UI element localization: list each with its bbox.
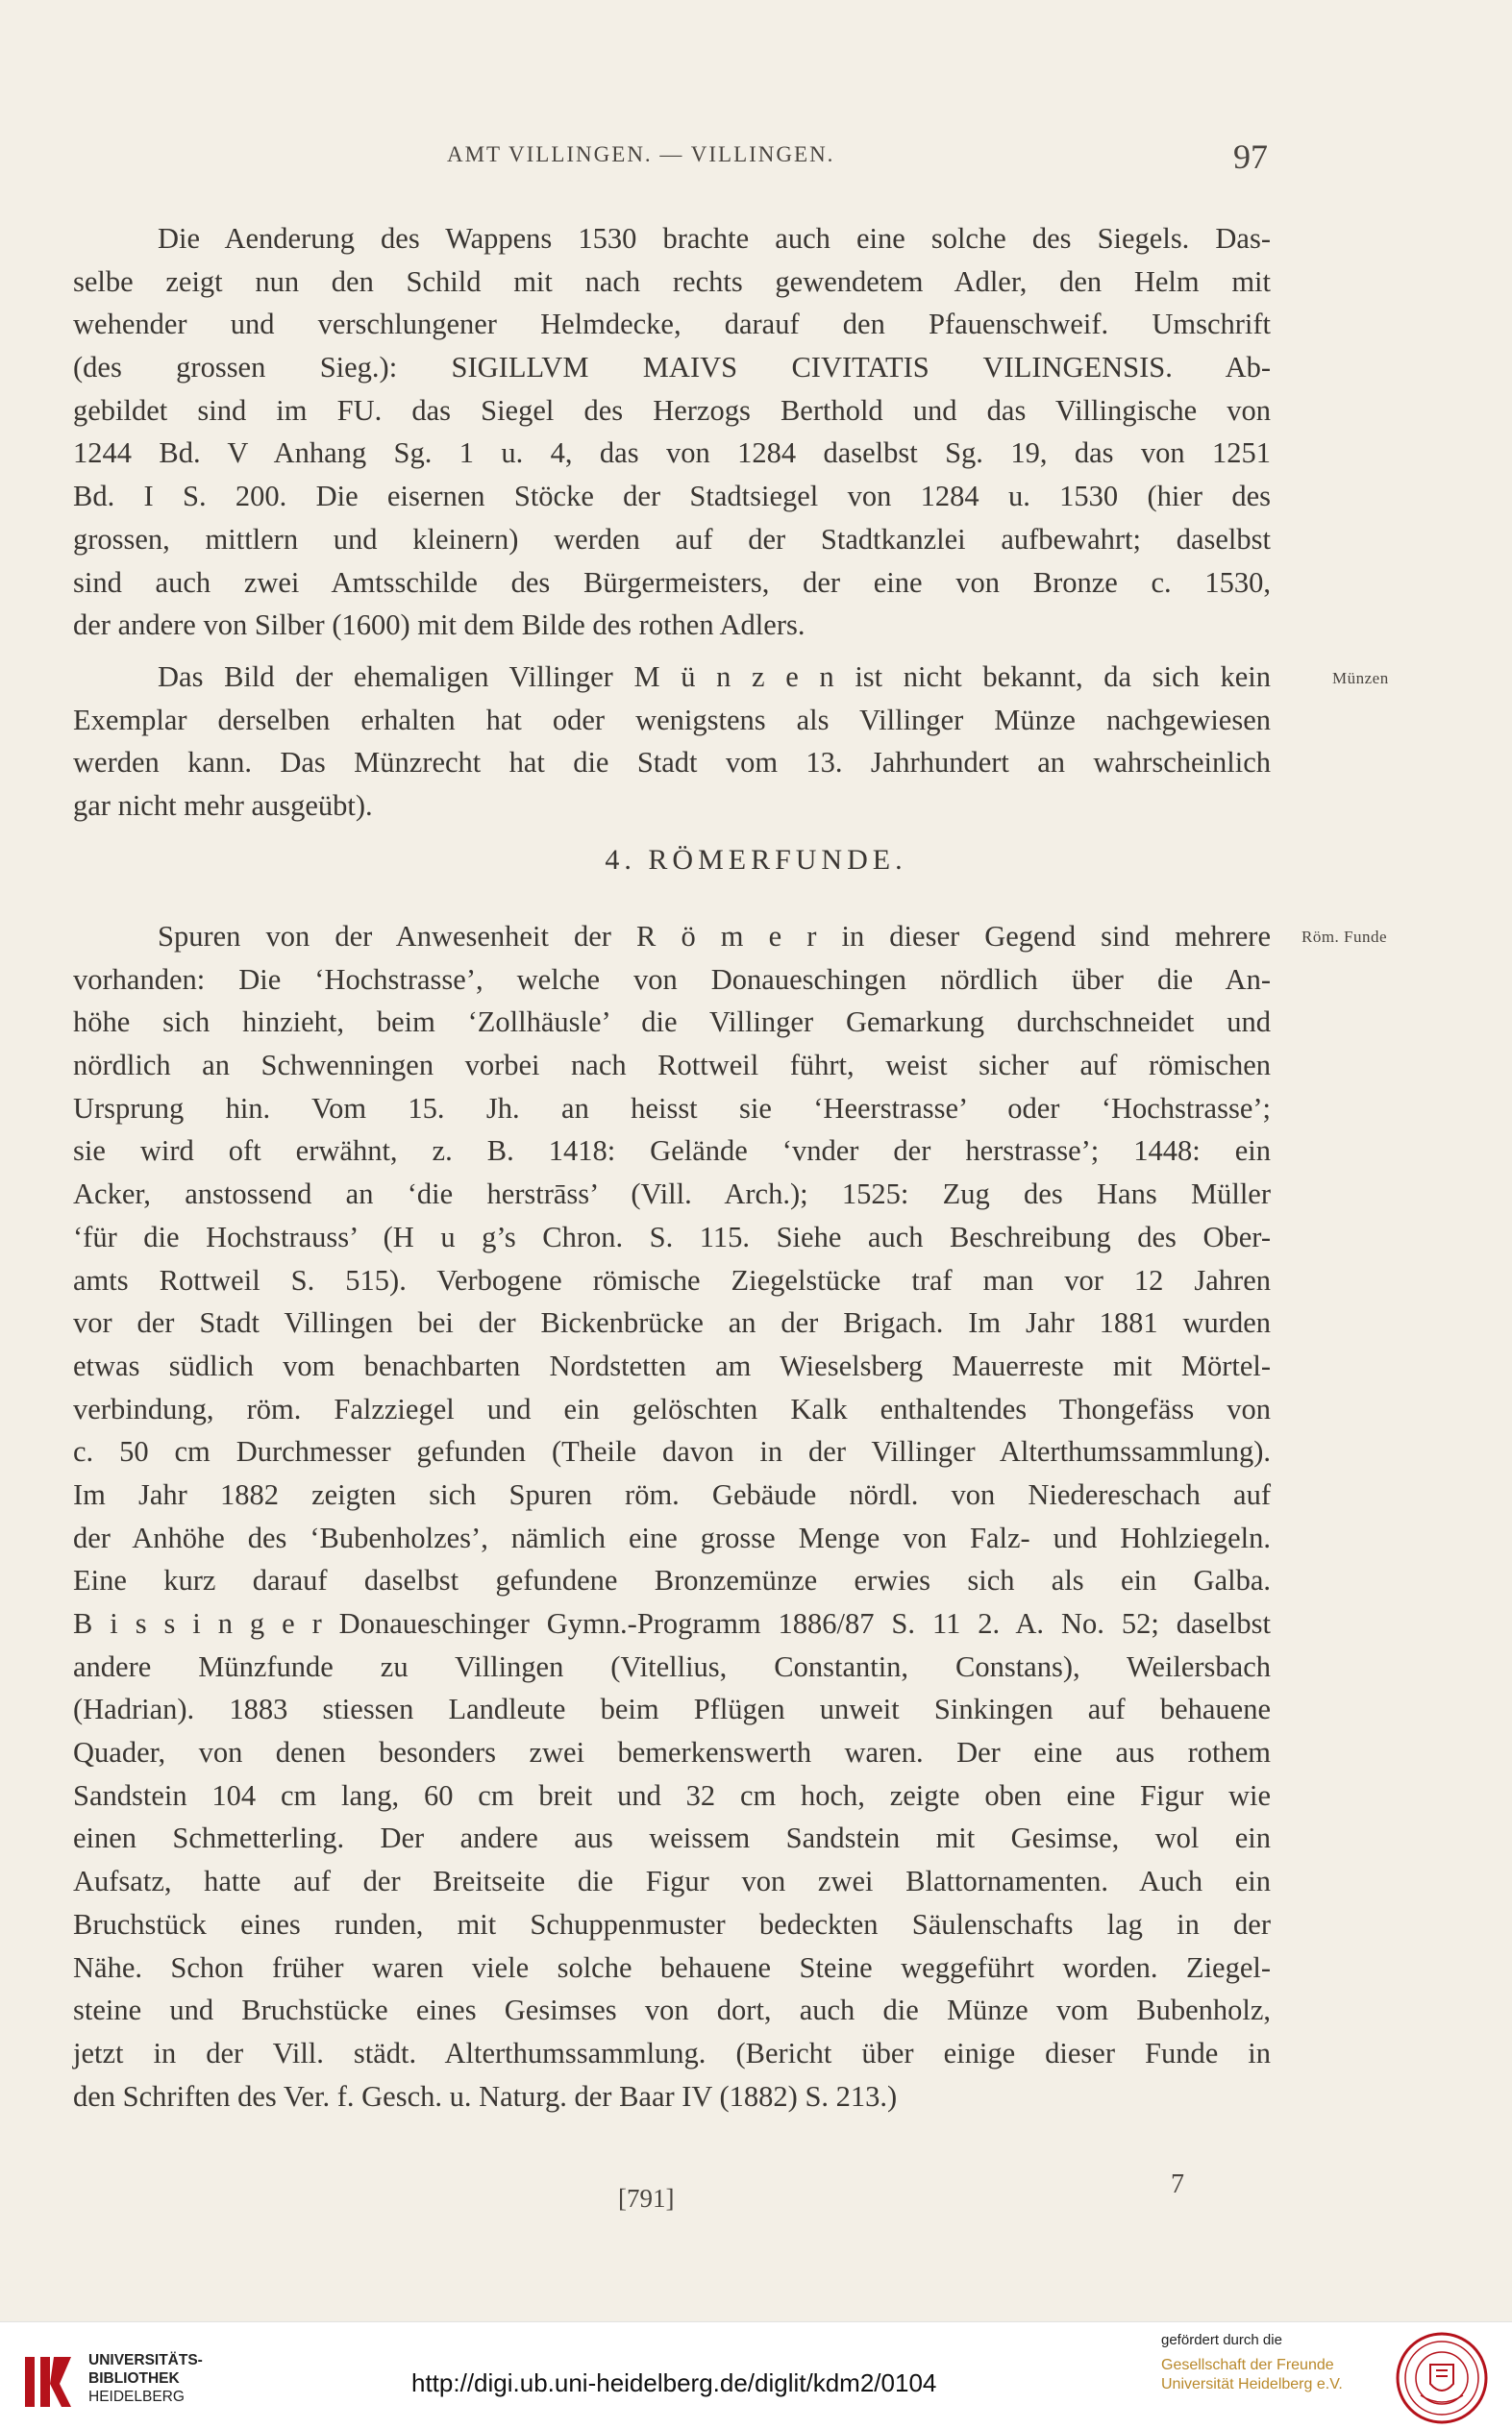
library-name-line: UNIVERSITÄTS- (88, 2352, 203, 2368)
text-line: Nähe. Schon früher waren viele solche behauene Steine weggeführt worden. Ziegel- (73, 1950, 1271, 1984)
text-line: 1244 Bd. V Anhang Sg. 1 u. 4, das von 1284 daselbst Sg. 19, das von 1251 (73, 436, 1271, 470)
sponsor-org-line: Universität Heidelberg e.V. (1161, 2376, 1343, 2392)
text-line: steine und Bruchstücke eines Gesimses von dort, auch die Münze vom Bubenholz, (73, 1994, 1271, 2027)
text-line: c. 50 cm Durchmesser gefunden (Theile davon in der Villinger Alterthumssammlung). (73, 1435, 1271, 1469)
text-line: Aufsatz, hatte auf der Breitseite die Figur von zwei Blattornamenten. Auch ein (73, 1865, 1271, 1898)
footer-bar (0, 2321, 1512, 2429)
paragraph-seal (73, 217, 1271, 647)
text-line: höhe sich hinzieht, beim ‘Zollhäusle’ die Villinger Gemarkung durchschneidet und (73, 1005, 1271, 1039)
text-line: B i s s i n g e r Donaueschinger Gymn.-Programm 1886/87 S. 11 2. A. No. 52; daselbst (73, 1607, 1271, 1640)
library-name-line: HEIDELBERG (88, 2389, 185, 2405)
text-line: andere Münzfunde zu Villingen (Vitellius, Constantin, Constans), Weilersbach (73, 1649, 1271, 1683)
text-line: amts Rottweil S. 515). Verbogene römische Ziegelstücke traf man vor 12 Jahren (73, 1263, 1271, 1297)
margin-note-roman-finds: Röm. Funde (1301, 928, 1388, 946)
text-line: Acker, anstossend an ‘die herstrāss’ (Vill. Arch.); 1525: Zug des Hans Müller (73, 1177, 1271, 1211)
text-line: Im Jahr 1882 zeigten sich Spuren röm. Gebäude nördl. von Niedereschach auf (73, 1477, 1271, 1511)
text-line: ‘für die Hochstrauss’ (H u g’s Chron. S. 115. Siehe auch Beschreibung des Ober- (73, 1220, 1271, 1253)
text-line: der andere von Silber (1600) mit dem Bilde des rothen Adlers. (73, 608, 806, 642)
text-line: einen Schmetterling. Der andere aus weissem Sandstein mit Gesimse, wol ein (73, 1822, 1271, 1855)
text-line: gebildet sind im FU. das Siegel des Herzogs Berthold und das Villingische von (73, 393, 1271, 427)
text-line: sie wird oft erwähnt, z. B. 1418: Gelände ‘vnder der herstrasse’; 1448: ein (73, 1134, 1271, 1168)
text-line: nördlich an Schwenningen vorbei nach Rottweil führt, weist sicher auf römischen (73, 1049, 1271, 1082)
text-line: Spuren von der Anwesenheit der R ö m e r in dieser Gegend sind mehrere (158, 920, 1271, 953)
text-line: den Schriften des Ver. f. Gesch. u. Naturg. der Baar IV (1882) S. 213.) (73, 2079, 898, 2113)
paragraph-coins (73, 656, 1271, 828)
text-line: der Anhöhe des ‘Bubenholzes’, nämlich eine grosse Menge von Falz- und Hohlziegeln. (73, 1521, 1271, 1554)
sheet-number: 7 (1171, 2169, 1184, 2199)
text-line: (des grossen Sieg.): SIGILLVM MAIVS CIVITATIS VILINGENSIS. Ab- (73, 351, 1271, 384)
text-line: jetzt in der Vill. städt. Alterthumssammlung. (Bericht über einige dieser Funde in (73, 2036, 1271, 2070)
permalink-url[interactable]: http://digi.ub.uni-heidelberg.de/diglit/kdm2/0104 (411, 2368, 937, 2397)
margin-note-muenzen: Münzen (1332, 669, 1389, 687)
library-name-line: BIBLIOTHEK (88, 2370, 180, 2387)
library-logo-icon (21, 2351, 77, 2411)
text-line: Quader, von denen besonders zwei bemerkenswerth waren. Der eine aus rothem (73, 1736, 1271, 1770)
text-line: Eine kurz darauf daselbst gefundene Bronzemünze erwies sich als ein Galba. (73, 1564, 1271, 1598)
text-line: Das Bild der ehemaligen Villinger M ü n z e n ist nicht bekannt, da sich kein (158, 660, 1271, 693)
text-line: Sandstein 104 cm lang, 60 cm breit und 32 cm hoch, zeigte oben eine Figur wie (73, 1778, 1271, 1812)
text-line: etwas südlich vom benachbarten Nordstetten am Wieselsberg Mauerreste mit Mörtel- (73, 1349, 1271, 1382)
text-line: grossen, mittlern und kleinern) werden auf der Stadtkanzlei aufbewahrt; daselbst (73, 522, 1271, 556)
text-line: verbindung, röm. Falzziegel und ein gelöschten Kalk enthaltendes Thongefäss von (73, 1392, 1271, 1425)
text-line: Bd. I S. 200. Die eisernen Stöcke der Stadtsiegel von 1284 u. 1530 (hier des (73, 480, 1271, 513)
section-heading: 4. RÖMERFUNDE. (605, 844, 907, 876)
page-number: 97 (1233, 137, 1268, 176)
text-line: Bruchstück eines runden, mit Schuppenmuster bedeckten Säulenschafts lag in der (73, 1907, 1271, 1941)
sponsor-org-line: Gesellschaft der Freunde (1161, 2357, 1334, 2373)
sponsor-label: gefördert durch die (1161, 2332, 1282, 2348)
text-line: selbe zeigt nun den Schild mit nach rechts gewendetem Adler, den Helm mit (73, 264, 1271, 298)
text-line: werden kann. Das Münzrecht hat die Stadt vom 13. Jahrhundert an wahrscheinlich (73, 746, 1271, 780)
university-seal-icon (1392, 2330, 1492, 2426)
text-line: Ursprung hin. Vom 15. Jh. an heisst sie ‘Heerstrasse’ oder ‘Hochstrasse’; (73, 1091, 1271, 1125)
signature-mark: [791] (618, 2184, 675, 2213)
text-line: gar nicht mehr ausgeübt). (73, 789, 373, 823)
text-line: vorhanden: Die ‘Hochstrasse’, welche von Donaueschingen nördlich über die An- (73, 962, 1271, 996)
library-name (88, 2351, 203, 2406)
paragraph-roman-finds (73, 915, 1271, 2118)
text-line: Die Aenderung des Wappens 1530 brachte auch eine solche des Siegels. Das- (158, 222, 1271, 255)
text-line: (Hadrian). 1883 stiessen Landleute beim Pflügen unweit Sinkingen auf behauene (73, 1693, 1271, 1726)
sponsor-block (1161, 2332, 1388, 2394)
text-line: Exemplar derselben erhalten hat oder wenigstens als Villinger Münze nachgewiesen (73, 703, 1271, 736)
text-line: wehender und verschlungener Helmdecke, darauf den Pfauenschweif. Umschrift (73, 308, 1271, 341)
text-line: vor der Stadt Villingen bei der Bickenbrücke an der Brigach. Im Jahr 1881 wurden (73, 1306, 1271, 1340)
text-line: sind auch zwei Amtsschilde des Bürgermeisters, der eine von Bronze c. 1530, (73, 565, 1271, 599)
running-head: AMT VILLINGEN. — VILLINGEN. (447, 142, 835, 166)
